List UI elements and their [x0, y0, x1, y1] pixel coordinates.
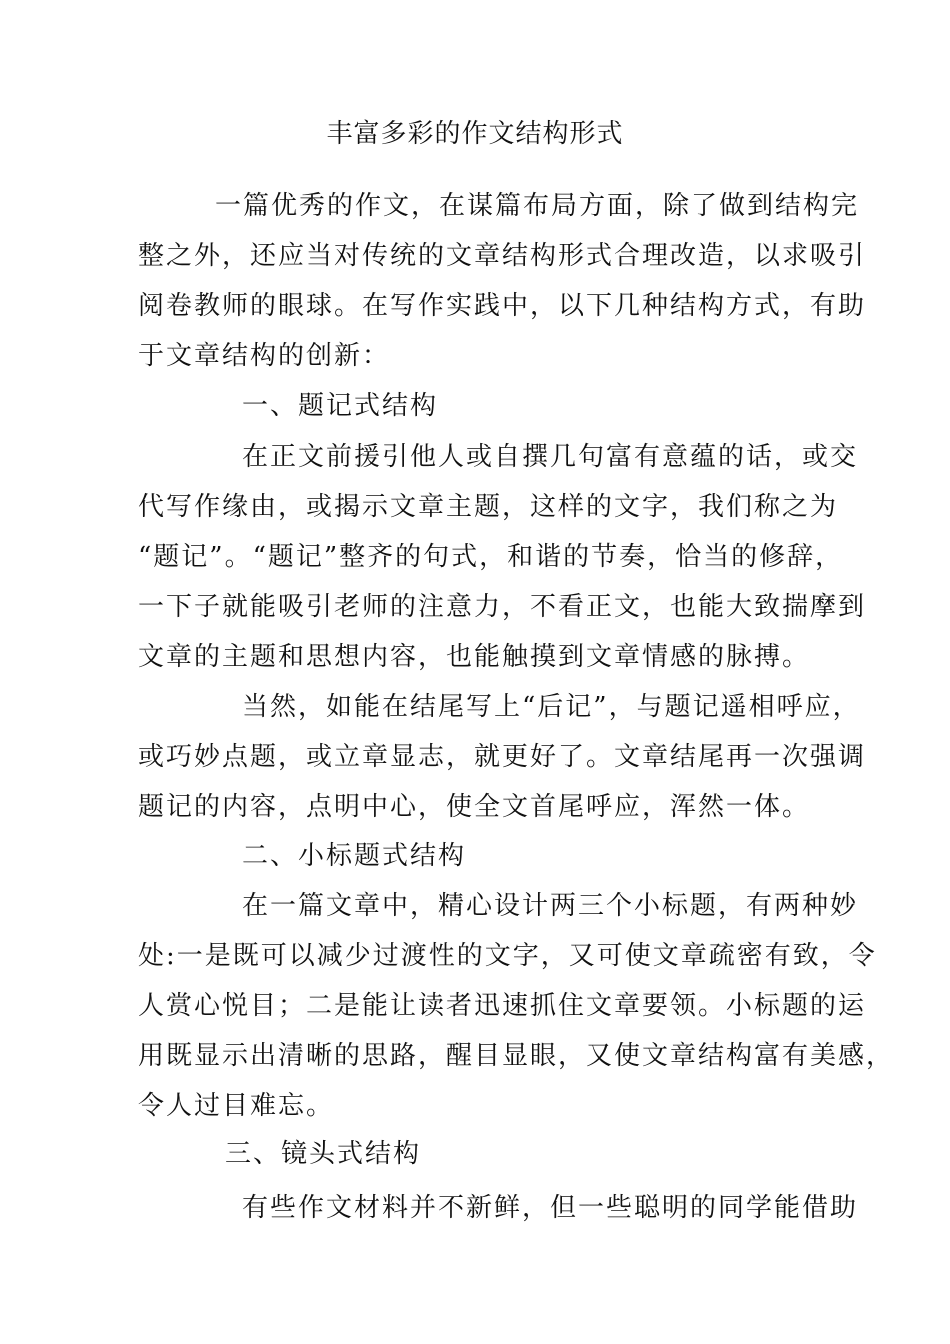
- text-line-21: 有些作文材料并不新鲜，但一些聪明的同学能借助: [242, 1193, 859, 1223]
- text-line-12: 或巧妙点题，或立章显志，就更好了。文章结尾再一次强调: [138, 742, 867, 772]
- text-line-16: 处:一是既可以减少过渡性的文字，又可使文章疏密有致，令: [138, 941, 877, 971]
- text-line-9: 一下子就能吸引老师的注意力，不看正文，也能大致揣摩到: [138, 592, 867, 622]
- text-line-11: 当然，如能在结尾写上“后记”，与题记遥相呼应，: [242, 692, 861, 722]
- section-heading-1: 一、题记式结构: [242, 391, 439, 421]
- text-line-15: 在一篇文章中，精心设计两三个小标题，有两种妙: [242, 891, 859, 921]
- text-line-3: 阅卷教师的眼球。在写作实践中，以下几种结构方式，有助: [138, 291, 867, 321]
- section-heading-2: 二、小标题式结构: [242, 841, 467, 871]
- text-line-8: “题记”。“题记”整齐的句式，和谐的节奏，恰当的修辞，: [138, 542, 844, 572]
- section-heading-3: 三、镜头式结构: [225, 1139, 422, 1169]
- text-line-6: 在正文前援引他人或自撰几句富有意蕴的话，或交: [242, 442, 859, 472]
- text-line-19: 令人过目难忘。: [138, 1091, 335, 1121]
- text-line-1: 一篇优秀的作文，在谋篇布局方面，除了做到结构完: [215, 191, 860, 221]
- text-line-2: 整之外，还应当对传统的文章结构形式合理改造，以求吸引: [138, 241, 867, 271]
- text-line-17: 人赏心悦目；二是能让读者迅速抓住文章要领。小标题的运: [138, 991, 867, 1021]
- text-line-18: 用既显示出清晰的思路，醒目显眼，又使文章结构富有美感，: [138, 1041, 895, 1071]
- text-line-4: 于文章结构的创新：: [138, 341, 391, 371]
- text-line-13: 题记的内容，点明中心，使全文首尾呼应，浑然一体。: [138, 792, 811, 822]
- text-line-7: 代写作缘由，或揭示文章主题，这样的文字，我们称之为: [138, 492, 839, 522]
- text-line-10: 文章的主题和思想内容，也能触摸到文章情感的脉搏。: [138, 642, 811, 672]
- document-title: 丰富多彩的作文结构形式: [326, 119, 624, 149]
